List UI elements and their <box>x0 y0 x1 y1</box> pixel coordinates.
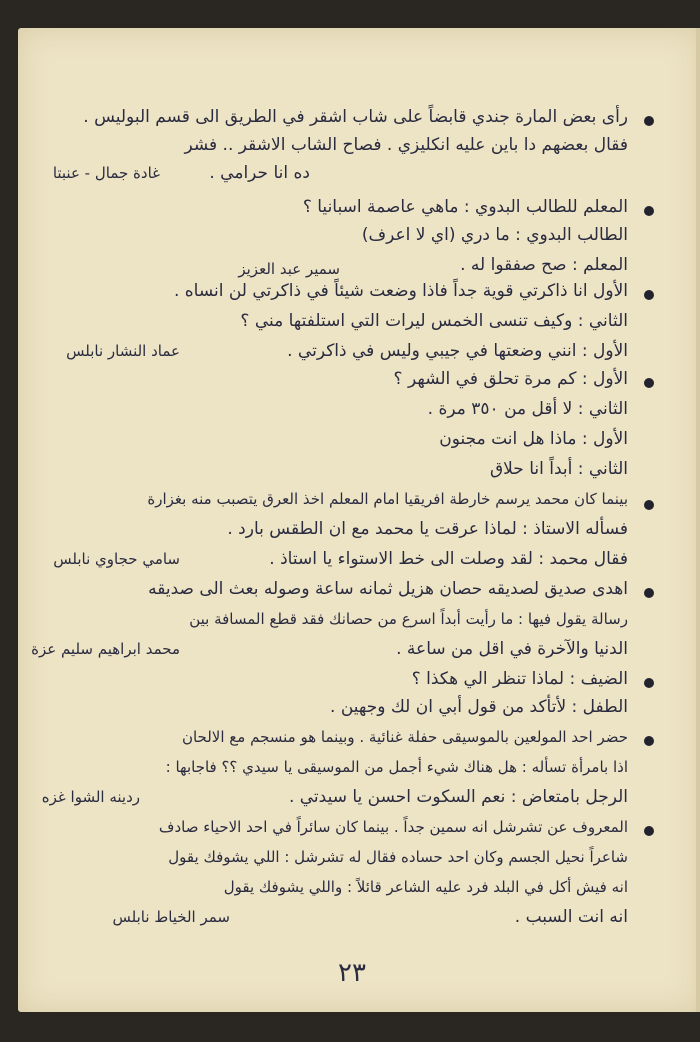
notebook-page <box>18 28 700 1012</box>
joke-3-line-2: الثاني : وكيف تنسى الخمس ليرات التي استلفتها مني ؟ <box>240 311 628 331</box>
joke-2-line-1: المعلم للطالب البدوي : ماهي عاصمة اسبانيا ؟ <box>302 197 628 217</box>
joke-1-signature: غادة جمال - عنبتا <box>52 164 160 182</box>
joke-6-signature: محمد ابراهيم سليم عزة <box>31 640 180 658</box>
joke-7-line-2: الطفل : لأتأكد من قول أبي ان لك وجهين . <box>330 697 628 717</box>
page-number: ٢٣ <box>338 958 366 988</box>
joke-5-line-2: فسأله الاستاذ : لماذا عرقت يا محمد مع ان الطقس بارد . <box>227 519 628 539</box>
joke-1-line-2: فقال بعضهم دا باين عليه انكليزي . فصاح الشاب الاشقر .. فشر <box>184 135 628 155</box>
joke-8-line-2: اذا بامرأة تسأله : هل هناك شيء أجمل من الموسيقى يا سيدي ؟؟ فاجابها : <box>165 758 628 776</box>
bullet-1 <box>644 116 654 126</box>
joke-5-line-3: فقال محمد : لقد وصلت الى خط الاستواء يا استاذ . <box>269 549 628 569</box>
joke-3-line-3: الأول : انني وضعتها في جيبي وليس في ذاكرتي . <box>287 341 628 361</box>
bullet-5 <box>644 500 654 510</box>
bullet-6 <box>644 588 654 598</box>
joke-8-signature: ردينه الشوا غزه <box>41 788 140 806</box>
bullet-9 <box>644 826 654 836</box>
joke-6-line-3: الدنيا والآخرة في اقل من ساعة . <box>396 639 628 659</box>
joke-3-line-1: الأول انا ذاكرتي قوية جداً فاذا وضعت شيئاً في ذاكرتي لن انساه . <box>173 281 628 301</box>
bullet-8 <box>644 736 654 746</box>
joke-4-line-1: الأول : كم مرة تحلق في الشهر ؟ <box>393 369 628 389</box>
joke-8-line-3: الرجل بامتعاض : نعم السكوت احسن يا سيدتي . <box>288 787 628 807</box>
joke-9-line-3: انه فيش أكل في البلد فرد عليه الشاعر قائلاً : واللي يشوفك يقول <box>223 878 628 896</box>
joke-3-signature: عماد النشار نابلس <box>66 342 180 360</box>
bullet-7 <box>644 678 654 688</box>
joke-4-line-3: الأول : ماذا هل انت مجنون <box>439 429 628 449</box>
joke-9-line-1: المعروف عن تشرشل انه سمين جداً . بينما كان سائراً في احد الاحياء صادف <box>158 818 628 836</box>
bullet-4 <box>644 378 654 388</box>
joke-6-line-2: رسالة يقول فيها : ما رأيت أبداً اسرع من حصانك فقد قطع المسافة بين <box>189 610 628 628</box>
joke-2-line-3: المعلم : صح صفقوا له . <box>460 255 628 275</box>
joke-2-line-2: الطالب البدوي : ما دري (اي لا اعرف) <box>361 225 628 245</box>
page-edge <box>696 28 700 1012</box>
joke-9-line-4: انه انت السبب . <box>514 907 628 927</box>
joke-6-line-1: اهدى صديق لصديقه حصان هزيل ثمانه ساعة وصوله بعث الى صديقه <box>148 579 628 599</box>
joke-4-line-4: الثاني : أبداً انا حلاق <box>489 459 628 479</box>
bullet-2 <box>644 206 654 216</box>
joke-9-line-2: شاعراً نحيل الجسم وكان احد حساده فقال له تشرشل : اللي يشوفك يقول <box>168 848 628 866</box>
joke-4-line-2: الثاني : لا أقل من ٣٥٠ مرة . <box>427 399 628 419</box>
joke-7-line-1: الضيف : لماذا تنظر الي هكذا ؟ <box>411 669 628 689</box>
joke-1-line-3: ده انا حرامي . <box>209 163 310 183</box>
joke-5-line-1: بينما كان محمد يرسم خارطة افريقيا امام المعلم اخذ العرق يتصبب منه بغزارة <box>147 490 628 508</box>
joke-9-signature: سمر الخياط نابلس <box>112 908 230 926</box>
joke-1-line-1: رأى بعض المارة جندي قابضاً على شاب اشقر في الطريق الى قسم البوليس . <box>83 107 628 127</box>
bullet-3 <box>644 290 654 300</box>
joke-2-signature: سمير عبد العزيز <box>238 260 340 278</box>
joke-8-line-1: حضر احد المولعين بالموسيقى حفلة غنائية . وبينما هو منسجم مع الالحان <box>181 728 628 746</box>
joke-5-signature: سامي حجاوي نابلس <box>53 550 180 568</box>
